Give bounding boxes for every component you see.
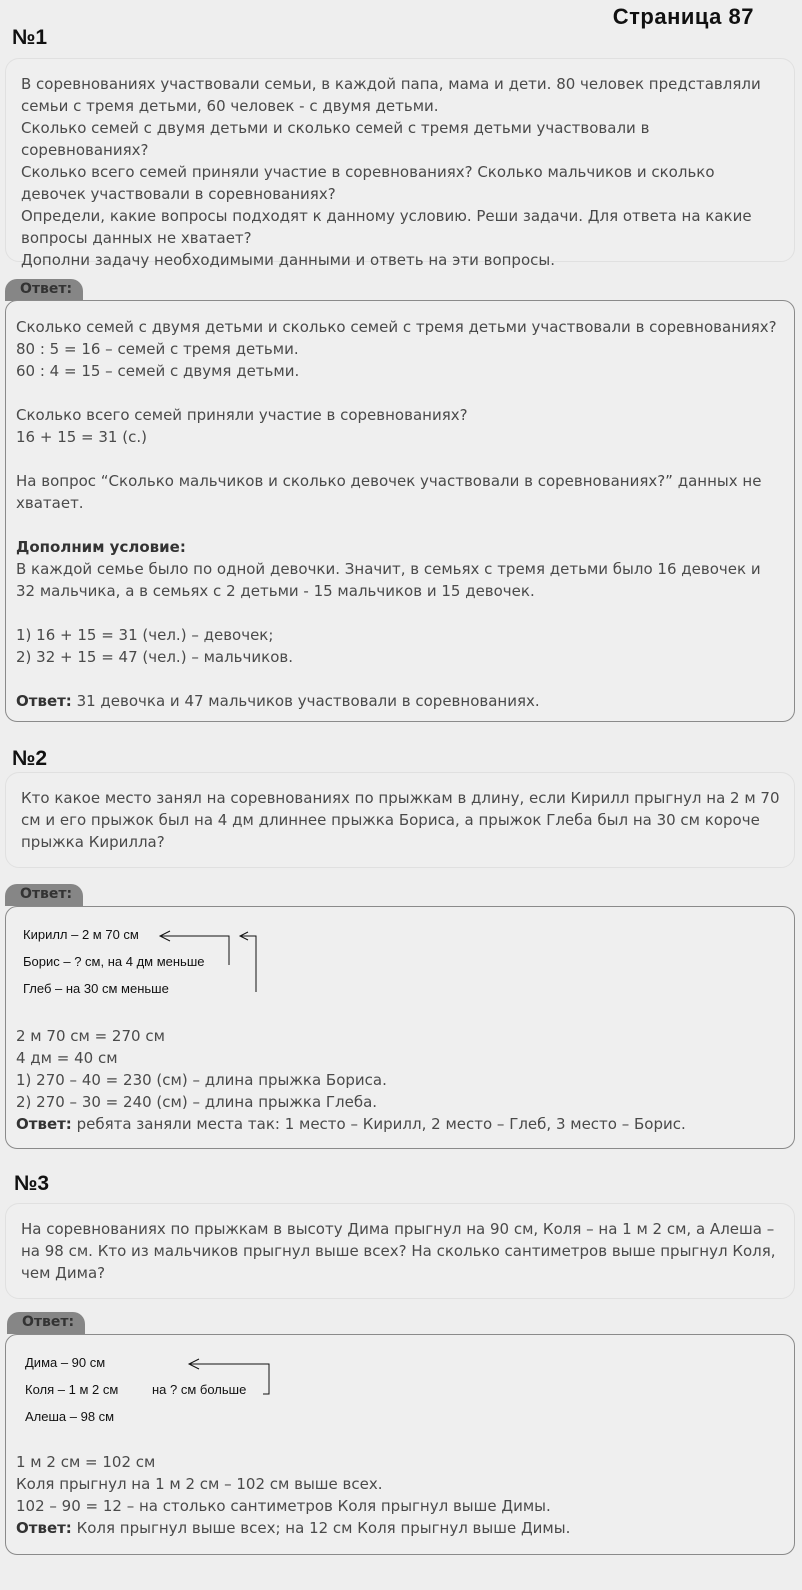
task-3-answer-text — [16, 1451, 784, 1539]
task-2-answer-tab: Ответ: — [5, 884, 83, 906]
answer-line — [16, 448, 784, 470]
answer-line: 16 + 15 = 31 (с.) — [16, 428, 147, 446]
final-answer-label: Ответ: — [16, 692, 72, 710]
answer-line: 80 : 5 = 16 – семей с тремя детьми. — [16, 340, 299, 358]
final-answer-text: Коля прыгнул выше всех; на 12 см Коля прыгнул выше Димы. — [71, 1519, 571, 1537]
final-answer-label: Ответ: — [16, 1519, 72, 1537]
answer-line: Коля прыгнул на 1 м 2 см – 102 см выше всех. — [16, 1475, 383, 1493]
answer-line: 2) 270 – 30 = 240 (см) – длина прыжка Глеба. — [16, 1093, 378, 1111]
task-1-text: Сколько всего семей приняли участие в соревнованиях? Сколько мальчиков и сколько девочек участвовали в соревнованиях? — [21, 163, 715, 203]
task-1-number: №1 — [12, 26, 48, 49]
task-1-text: Дополни задачу необходимыми данными и ответь на эти вопросы. — [21, 251, 555, 269]
final-answer — [16, 1113, 784, 1135]
answer-line: 102 – 90 = 12 – на столько сантиметров Коля прыгнул выше Димы. — [16, 1497, 551, 1515]
answer-line: Сколько всего семей приняли участие в соревнованиях? — [16, 406, 468, 424]
scheme-arrows — [156, 925, 276, 995]
task-2-number: №2 — [12, 747, 48, 770]
answer-line: 1) 270 – 40 = 230 (см) – длина прыжка Бориса. — [16, 1071, 387, 1089]
scheme-alesha: Алеша – 98 см — [25, 1409, 115, 1424]
task-3-answer-tab: Ответ: — [7, 1312, 85, 1334]
task-1-answer-box — [5, 300, 795, 722]
scheme-boris: Борис – ? см, на 4 дм меньше — [23, 954, 205, 969]
answer-line: На вопрос “Сколько мальчиков и сколько девочек участвовали в соревнованиях?” данных не хватает. — [16, 472, 762, 512]
answer-line: Сколько семей с двумя детьми и сколько семей с тремя детьми участвовали в соревнованиях? — [16, 318, 777, 336]
final-answer — [16, 690, 784, 712]
scheme-kolya: Коля – 1 м 2 см — [25, 1382, 119, 1397]
final-answer-text: 31 девочка и 47 мальчиков участвовали в соревнованиях. — [71, 692, 540, 710]
supplement-text: В каждой семье было по одной девочки. Значит, в семьях с тремя детьми было 16 девочек и 32 мальчика, а в семьях с 2 детьми - 15 мальчиков и 15 девочек. — [16, 560, 761, 600]
task-1-condition — [5, 58, 795, 269]
final-answer-text: ребята заняли места так: 1 место – Кирилл, 2 место – Глеб, 3 место – Борис. — [71, 1115, 686, 1133]
scheme-kirill: Кирилл – 2 м 70 см — [23, 927, 139, 942]
task-2-answer-text — [16, 1025, 784, 1135]
task-2-text: Кто какое место занял на соревнованиях по прыжкам в длину, если Кирилл прыгнул на 2 м 70 см и его прыжок был на 4 дм длиннее прыжка Бориса, а прыжок Глеба был на 30 см короче прыжка Кирилла? — [21, 789, 780, 851]
task-1-answer-tab: Ответ: — [5, 279, 83, 301]
task-3-text: На соревнованиях по прыжкам в высоту Дима прыгнул на 90 см, Коля – на 1 м 2 см, а Алеша – на 98 см. Кто из мальчиков прыгнул выше всех? На сколько сантиметров выше прыгнул Коля, чем Дима? — [21, 1220, 776, 1282]
answer-line — [16, 382, 784, 404]
task-2-answer-box — [5, 906, 795, 1149]
scheme-note: на ? см больше — [152, 1382, 247, 1397]
final-answer — [16, 1517, 784, 1539]
answer-line: 2 м 70 см = 270 см — [16, 1027, 165, 1045]
scheme-gleb: Глеб – на 30 см меньше — [23, 981, 169, 996]
page-label: Страница 87 — [612, 4, 754, 29]
answer-step: 2) 32 + 15 = 47 (чел.) – мальчиков. — [16, 648, 293, 666]
task-3-condition — [5, 1203, 795, 1299]
task-1-answer-text — [16, 316, 784, 712]
task-1-text: Сколько семей с двумя детьми и сколько семей с тремя детьми участвовали в соревнованиях? — [21, 119, 650, 159]
task-1-text: В соревнованиях участвовали семьи, в каждой папа, мама и дети. 80 человек представляли семьи с тремя детьми, 60 человек - с двумя детьми. — [21, 75, 761, 115]
scheme-dima: Дима – 90 см — [25, 1355, 106, 1370]
scheme-arrows — [176, 1355, 276, 1400]
answer-line: 4 дм = 40 см — [16, 1049, 118, 1067]
task-3-number: №3 — [14, 1172, 50, 1195]
final-answer-label: Ответ: — [16, 1115, 72, 1133]
answer-line — [16, 514, 784, 536]
task-2-condition — [5, 772, 795, 868]
supplement-heading: Дополним условие: — [16, 538, 186, 556]
task-1-text: Определи, какие вопросы подходят к данному условию. Реши задачи. Для ответа на какие вопросы данных не хватает? — [21, 207, 752, 247]
answer-line: 1 м 2 см = 102 см — [16, 1453, 156, 1471]
answer-step: 1) 16 + 15 = 31 (чел.) – девочек; — [16, 626, 274, 644]
answer-line: 60 : 4 = 15 – семей с двумя детьми. — [16, 362, 300, 380]
task-3-answer-box — [5, 1334, 795, 1555]
